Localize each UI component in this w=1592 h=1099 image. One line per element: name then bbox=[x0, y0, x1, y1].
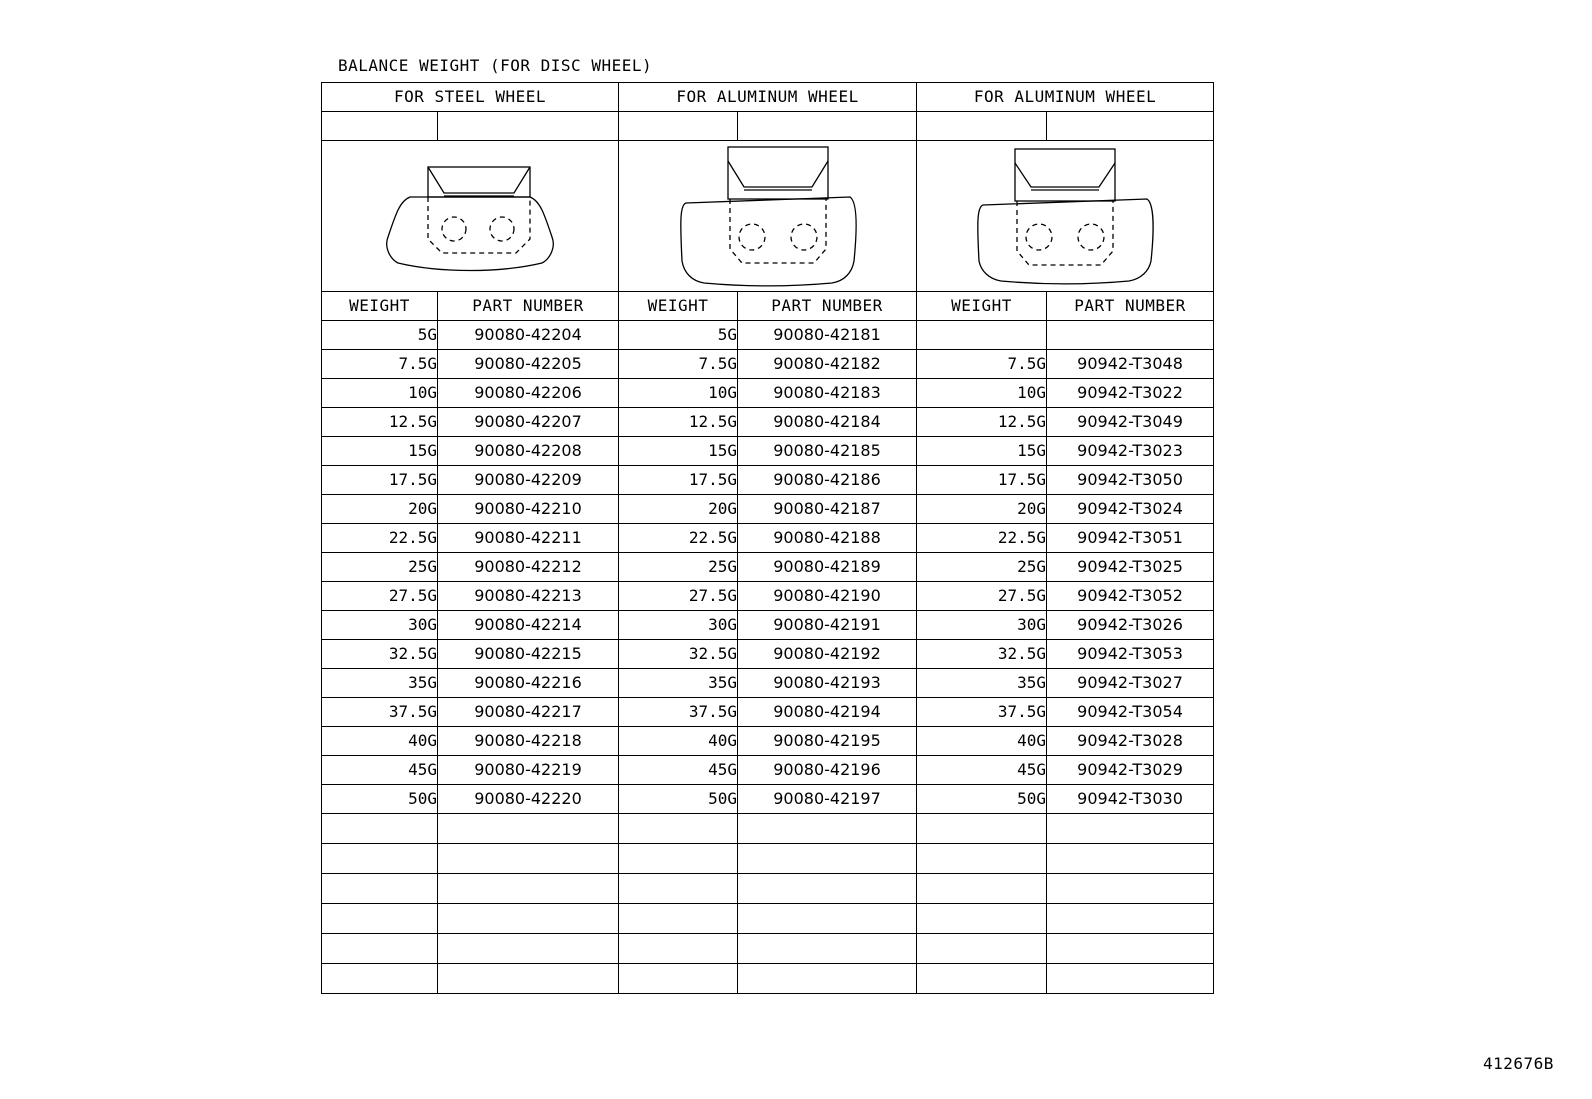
weight-cell: 35G bbox=[322, 669, 438, 698]
blank-cell bbox=[738, 112, 917, 141]
blank-cell bbox=[438, 112, 619, 141]
empty-cell bbox=[619, 874, 738, 904]
weight-cell: 30G bbox=[322, 611, 438, 640]
part-number-cell: 90080-42193 bbox=[738, 669, 917, 698]
weight-cell: 5G bbox=[619, 321, 738, 350]
part-number-cell: 90080-42211 bbox=[438, 524, 619, 553]
balance-weight-table bbox=[321, 82, 1214, 994]
empty-cell bbox=[322, 814, 438, 844]
empty-cell bbox=[1047, 934, 1214, 964]
table-row bbox=[322, 350, 1214, 379]
weight-cell: 40G bbox=[917, 727, 1047, 756]
weight-cell: 35G bbox=[619, 669, 738, 698]
weight-cell: 50G bbox=[322, 785, 438, 814]
weight-cell: 30G bbox=[917, 611, 1047, 640]
weight-cell: 45G bbox=[619, 756, 738, 785]
part-number-cell: 90080-42187 bbox=[738, 495, 917, 524]
empty-cell bbox=[619, 844, 738, 874]
empty-cell bbox=[1047, 904, 1214, 934]
part-number-cell: 90080-42189 bbox=[738, 553, 917, 582]
empty-cell bbox=[438, 934, 619, 964]
empty-row bbox=[322, 934, 1214, 964]
part-number-cell: 90080-42185 bbox=[738, 437, 917, 466]
table-row bbox=[322, 698, 1214, 727]
empty-cell bbox=[738, 844, 917, 874]
table-row bbox=[322, 466, 1214, 495]
weight-cell: 27.5G bbox=[917, 582, 1047, 611]
empty-cell bbox=[619, 934, 738, 964]
part-number-cell: 90942-T3029 bbox=[1047, 756, 1214, 785]
table-row bbox=[322, 321, 1214, 350]
empty-row bbox=[322, 964, 1214, 994]
part-number-cell: 90080-42196 bbox=[738, 756, 917, 785]
part-number-cell: 90080-42195 bbox=[738, 727, 917, 756]
part-number-cell: 90080-42190 bbox=[738, 582, 917, 611]
empty-cell bbox=[322, 964, 438, 994]
column-header-weight: WEIGHT bbox=[619, 292, 738, 321]
part-number-cell: 90942-T3023 bbox=[1047, 437, 1214, 466]
weight-cell: 22.5G bbox=[619, 524, 738, 553]
empty-cell bbox=[917, 814, 1047, 844]
weight-cell: 12.5G bbox=[619, 408, 738, 437]
empty-cell bbox=[917, 964, 1047, 994]
table-row bbox=[322, 669, 1214, 698]
page-title: BALANCE WEIGHT (FOR DISC WHEEL) bbox=[338, 56, 653, 75]
weight-cell: 22.5G bbox=[917, 524, 1047, 553]
column-header-weight: WEIGHT bbox=[322, 292, 438, 321]
empty-cell bbox=[738, 964, 917, 994]
part-number-cell: 90942-T3049 bbox=[1047, 408, 1214, 437]
part-number-cell: 90080-42194 bbox=[738, 698, 917, 727]
weight-cell: 37.5G bbox=[619, 698, 738, 727]
weight-cell: 17.5G bbox=[322, 466, 438, 495]
empty-cell bbox=[619, 964, 738, 994]
column-header-part-number: PART NUMBER bbox=[1047, 292, 1214, 321]
part-number-cell: 90942-T3048 bbox=[1047, 350, 1214, 379]
part-number-cell: 90080-42205 bbox=[438, 350, 619, 379]
part-number-cell: 90080-42184 bbox=[738, 408, 917, 437]
part-number-cell: 90080-42191 bbox=[738, 611, 917, 640]
table-row bbox=[322, 785, 1214, 814]
part-number-cell: 90080-42206 bbox=[438, 379, 619, 408]
weight-cell: 10G bbox=[322, 379, 438, 408]
table-row bbox=[322, 756, 1214, 785]
empty-cell bbox=[1047, 844, 1214, 874]
column-header-part-number: PART NUMBER bbox=[438, 292, 619, 321]
part-number-cell: 90080-42214 bbox=[438, 611, 619, 640]
table-row bbox=[322, 524, 1214, 553]
weight-cell: 17.5G bbox=[619, 466, 738, 495]
weight-cell: 20G bbox=[619, 495, 738, 524]
weight-cell: 37.5G bbox=[917, 698, 1047, 727]
weight-cell: 7.5G bbox=[619, 350, 738, 379]
part-number-cell: 90080-42209 bbox=[438, 466, 619, 495]
empty-cell bbox=[917, 844, 1047, 874]
table-row bbox=[322, 553, 1214, 582]
weight-cell: 30G bbox=[619, 611, 738, 640]
empty-cell bbox=[322, 874, 438, 904]
empty-cell bbox=[738, 904, 917, 934]
empty-cell bbox=[438, 844, 619, 874]
empty-cell bbox=[917, 904, 1047, 934]
part-number-cell: 90942-T3052 bbox=[1047, 582, 1214, 611]
part-number-cell: 90942-T3028 bbox=[1047, 727, 1214, 756]
part-number-cell: 90080-42204 bbox=[438, 321, 619, 350]
weight-cell: 15G bbox=[917, 437, 1047, 466]
part-number-cell: 90942-T3030 bbox=[1047, 785, 1214, 814]
weight-cell: 22.5G bbox=[322, 524, 438, 553]
weight-cell: 25G bbox=[917, 553, 1047, 582]
blank-cell bbox=[619, 112, 738, 141]
empty-cell bbox=[619, 904, 738, 934]
part-number-cell: 90080-42217 bbox=[438, 698, 619, 727]
weight-cell: 20G bbox=[322, 495, 438, 524]
column-header-weight: WEIGHT bbox=[917, 292, 1047, 321]
part-number-cell: 90942-T3027 bbox=[1047, 669, 1214, 698]
empty-cell bbox=[438, 904, 619, 934]
group-header-aluminum-1: FOR ALUMINUM WHEEL bbox=[619, 83, 917, 112]
empty-cell bbox=[322, 904, 438, 934]
weight-cell: 25G bbox=[619, 553, 738, 582]
part-number-cell: 90080-42197 bbox=[738, 785, 917, 814]
part-number-cell: 90080-42207 bbox=[438, 408, 619, 437]
part-number-cell: 90080-42210 bbox=[438, 495, 619, 524]
empty-cell bbox=[322, 934, 438, 964]
empty-cell bbox=[738, 934, 917, 964]
weight-cell: 15G bbox=[619, 437, 738, 466]
empty-cell bbox=[1047, 874, 1214, 904]
empty-row bbox=[322, 904, 1214, 934]
weight-cell bbox=[917, 321, 1047, 350]
column-header-part-number: PART NUMBER bbox=[738, 292, 917, 321]
weight-cell: 10G bbox=[917, 379, 1047, 408]
part-number-cell: 90942-T3053 bbox=[1047, 640, 1214, 669]
part-number-cell: 90080-42220 bbox=[438, 785, 619, 814]
empty-cell bbox=[438, 964, 619, 994]
part-number-cell: 90080-42188 bbox=[738, 524, 917, 553]
part-number-cell: 90080-42216 bbox=[438, 669, 619, 698]
weight-cell: 12.5G bbox=[917, 408, 1047, 437]
table-row bbox=[322, 437, 1214, 466]
weight-cell: 32.5G bbox=[917, 640, 1047, 669]
part-number-cell: 90080-42218 bbox=[438, 727, 619, 756]
weight-cell: 27.5G bbox=[322, 582, 438, 611]
weight-cell: 35G bbox=[917, 669, 1047, 698]
empty-cell bbox=[438, 814, 619, 844]
part-number-cell: 90942-T3022 bbox=[1047, 379, 1214, 408]
empty-cell bbox=[738, 814, 917, 844]
part-number-cell: 90942-T3051 bbox=[1047, 524, 1214, 553]
part-number-cell: 90080-42181 bbox=[738, 321, 917, 350]
part-number-cell: 90080-42219 bbox=[438, 756, 619, 785]
steel-wheel-weight-icon bbox=[322, 141, 619, 292]
part-number-cell: 90080-42183 bbox=[738, 379, 917, 408]
part-number-cell: 90942-T3026 bbox=[1047, 611, 1214, 640]
blank-cell bbox=[917, 112, 1047, 141]
empty-cell bbox=[1047, 964, 1214, 994]
empty-cell bbox=[438, 874, 619, 904]
weight-cell: 5G bbox=[322, 321, 438, 350]
part-number-cell: 90080-42192 bbox=[738, 640, 917, 669]
empty-row bbox=[322, 844, 1214, 874]
weight-cell: 27.5G bbox=[619, 582, 738, 611]
weight-cell: 45G bbox=[917, 756, 1047, 785]
weight-cell: 10G bbox=[619, 379, 738, 408]
figure-code: 412676B bbox=[1483, 1054, 1554, 1073]
group-header-aluminum-2: FOR ALUMINUM WHEEL bbox=[917, 83, 1214, 112]
part-number-cell: 90942-T3024 bbox=[1047, 495, 1214, 524]
weight-cell: 17.5G bbox=[917, 466, 1047, 495]
empty-cell bbox=[619, 814, 738, 844]
part-number-cell: 90080-42215 bbox=[438, 640, 619, 669]
weight-cell: 50G bbox=[917, 785, 1047, 814]
empty-row bbox=[322, 874, 1214, 904]
part-number-cell: 90942-T3025 bbox=[1047, 553, 1214, 582]
part-number-cell: 90080-42212 bbox=[438, 553, 619, 582]
weight-cell: 32.5G bbox=[619, 640, 738, 669]
part-number-cell: 90080-42208 bbox=[438, 437, 619, 466]
table-row bbox=[322, 495, 1214, 524]
weight-cell: 50G bbox=[619, 785, 738, 814]
group-header-steel: FOR STEEL WHEEL bbox=[322, 83, 619, 112]
weight-cell: 25G bbox=[322, 553, 438, 582]
empty-row bbox=[322, 814, 1214, 844]
empty-cell bbox=[917, 934, 1047, 964]
weight-cell: 32.5G bbox=[322, 640, 438, 669]
empty-cell bbox=[917, 874, 1047, 904]
empty-cell bbox=[322, 844, 438, 874]
aluminum-wheel-weight-icon bbox=[917, 141, 1214, 292]
table-row bbox=[322, 582, 1214, 611]
table-row bbox=[322, 640, 1214, 669]
weight-cell: 40G bbox=[619, 727, 738, 756]
weight-cell: 45G bbox=[322, 756, 438, 785]
blank-cell bbox=[322, 112, 438, 141]
part-number-cell: 90080-42186 bbox=[738, 466, 917, 495]
weight-cell: 7.5G bbox=[917, 350, 1047, 379]
part-number-cell: 90942-T3054 bbox=[1047, 698, 1214, 727]
blank-cell bbox=[1047, 112, 1214, 141]
weight-cell: 15G bbox=[322, 437, 438, 466]
table-row bbox=[322, 611, 1214, 640]
empty-cell bbox=[1047, 814, 1214, 844]
weight-cell: 20G bbox=[917, 495, 1047, 524]
part-number-cell: 90080-42182 bbox=[738, 350, 917, 379]
weight-cell: 40G bbox=[322, 727, 438, 756]
table-row bbox=[322, 379, 1214, 408]
table-row bbox=[322, 727, 1214, 756]
weight-cell: 12.5G bbox=[322, 408, 438, 437]
table-row bbox=[322, 408, 1214, 437]
aluminum-wheel-weight-icon bbox=[619, 141, 917, 292]
part-number-cell bbox=[1047, 321, 1214, 350]
weight-cell: 37.5G bbox=[322, 698, 438, 727]
part-number-cell: 90080-42213 bbox=[438, 582, 619, 611]
empty-cell bbox=[738, 874, 917, 904]
part-number-cell: 90942-T3050 bbox=[1047, 466, 1214, 495]
weight-cell: 7.5G bbox=[322, 350, 438, 379]
